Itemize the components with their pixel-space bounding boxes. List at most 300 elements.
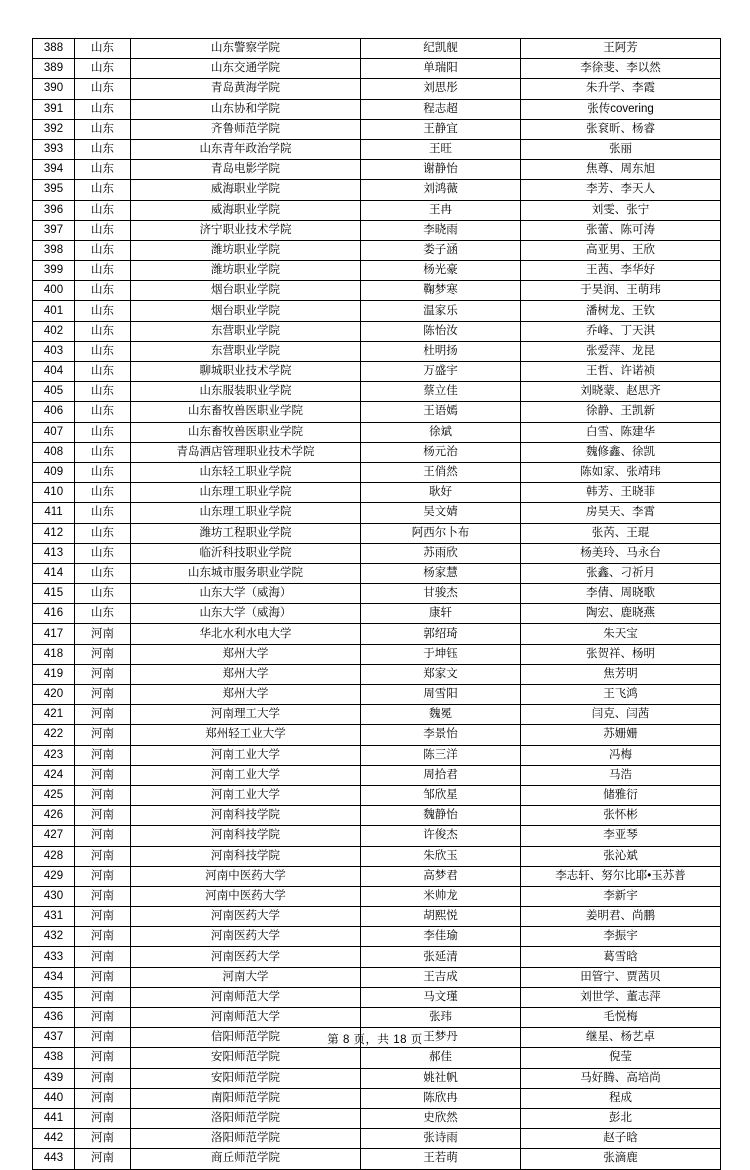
cell-province: 河南 [75, 967, 131, 987]
cell-name: 姚社帆 [361, 1068, 521, 1088]
cell-province: 河南 [75, 826, 131, 846]
cell-name: 甘骏杰 [361, 584, 521, 604]
cell-province: 山东 [75, 59, 131, 79]
cell-school: 安阳师范学院 [131, 1068, 361, 1088]
cell-province: 山东 [75, 79, 131, 99]
cell-index: 404 [33, 362, 75, 382]
cell-name: 王静宜 [361, 119, 521, 139]
cell-index: 416 [33, 604, 75, 624]
table-row [33, 220, 721, 240]
cell-name: 陈怡汝 [361, 321, 521, 341]
cell-members: 马浩 [521, 765, 721, 785]
cell-province: 河南 [75, 806, 131, 826]
cell-name: 康轩 [361, 604, 521, 624]
cell-name: 李晓雨 [361, 220, 521, 240]
cell-province: 河南 [75, 624, 131, 644]
table-row [33, 442, 721, 462]
roster-table-body [33, 39, 721, 1170]
cell-name: 王若萌 [361, 1149, 521, 1169]
table-row [33, 139, 721, 159]
cell-name: 王俏然 [361, 462, 521, 482]
cell-members: 冯梅 [521, 745, 721, 765]
cell-province: 山东 [75, 604, 131, 624]
cell-members: 刘晓蒙、赵思齐 [521, 382, 721, 402]
cell-members: 潘树龙、王钦 [521, 301, 721, 321]
cell-school: 烟台职业学院 [131, 301, 361, 321]
table-row [33, 826, 721, 846]
cell-index: 405 [33, 382, 75, 402]
cell-school: 郑州大学 [131, 685, 361, 705]
cell-province: 山东 [75, 180, 131, 200]
cell-school: 郑州轻工业大学 [131, 725, 361, 745]
table-row [33, 503, 721, 523]
cell-name: 周拾君 [361, 765, 521, 785]
cell-members: 闫克、闫茜 [521, 705, 721, 725]
cell-school: 河南科技学院 [131, 846, 361, 866]
cell-name: 史欣然 [361, 1108, 521, 1128]
cell-index: 438 [33, 1048, 75, 1068]
cell-school: 洛阳师范学院 [131, 1108, 361, 1128]
cell-province: 山东 [75, 362, 131, 382]
cell-members: 田管宁、贾茜贝 [521, 967, 721, 987]
page-footer: 第 8 页，共 18 页 [327, 1034, 423, 1046]
cell-name: 单瑞阳 [361, 59, 521, 79]
cell-school: 聊城职业技术学院 [131, 362, 361, 382]
cell-province: 河南 [75, 1129, 131, 1149]
cell-name: 杨家慧 [361, 563, 521, 583]
cell-members: 杨美玲、马永台 [521, 543, 721, 563]
cell-school: 山东畜牧兽医职业学院 [131, 422, 361, 442]
cell-province: 山东 [75, 523, 131, 543]
cell-province: 山东 [75, 119, 131, 139]
cell-members: 刘雯、张宁 [521, 200, 721, 220]
cell-members: 陈如家、张靖玮 [521, 462, 721, 482]
cell-school: 河南工业大学 [131, 765, 361, 785]
cell-members: 陶宏、鹿晓燕 [521, 604, 721, 624]
cell-members: 韩芳、王晓菲 [521, 483, 721, 503]
cell-province: 山东 [75, 563, 131, 583]
cell-index: 411 [33, 503, 75, 523]
cell-index: 443 [33, 1149, 75, 1169]
cell-members: 王飞鸿 [521, 685, 721, 705]
cell-index: 403 [33, 341, 75, 361]
cell-index: 402 [33, 321, 75, 341]
cell-province: 河南 [75, 1068, 131, 1088]
table-row [33, 240, 721, 260]
cell-members: 姜明君、尚鹏 [521, 907, 721, 927]
cell-province: 河南 [75, 947, 131, 967]
cell-province: 河南 [75, 1149, 131, 1169]
cell-school: 安阳师范学院 [131, 1048, 361, 1068]
cell-province: 山东 [75, 543, 131, 563]
table-row [33, 200, 721, 220]
cell-school: 山东服装职业学院 [131, 382, 361, 402]
cell-name: 陈欣冉 [361, 1088, 521, 1108]
cell-school: 青岛酒店管理职业技术学院 [131, 442, 361, 462]
cell-province: 河南 [75, 765, 131, 785]
cell-school: 烟台职业学院 [131, 281, 361, 301]
cell-members: 毛悦梅 [521, 1008, 721, 1028]
cell-name: 李佳瑜 [361, 927, 521, 947]
cell-school: 洛阳师范学院 [131, 1129, 361, 1149]
table-row [33, 705, 721, 725]
cell-school: 东营职业学院 [131, 341, 361, 361]
cell-members: 张怀彬 [521, 806, 721, 826]
cell-index: 391 [33, 99, 75, 119]
cell-members: 程成 [521, 1088, 721, 1108]
cell-members: 张蕾、陈可涛 [521, 220, 721, 240]
cell-province: 河南 [75, 785, 131, 805]
cell-name: 魏静怡 [361, 806, 521, 826]
cell-name: 张诗雨 [361, 1129, 521, 1149]
cell-province: 山东 [75, 341, 131, 361]
table-row [33, 321, 721, 341]
cell-name: 刘思彤 [361, 79, 521, 99]
table-row [33, 685, 721, 705]
cell-members: 倪莹 [521, 1048, 721, 1068]
cell-school: 山东大学（威海） [131, 584, 361, 604]
cell-school: 潍坊职业学院 [131, 240, 361, 260]
cell-province: 山东 [75, 382, 131, 402]
cell-index: 435 [33, 987, 75, 1007]
table-row [33, 725, 721, 745]
cell-index: 419 [33, 664, 75, 684]
cell-province: 河南 [75, 725, 131, 745]
cell-school: 山东理工职业学院 [131, 483, 361, 503]
cell-members: 刘世学、董志萍 [521, 987, 721, 1007]
cell-members: 李倩、周晓歌 [521, 584, 721, 604]
roster-table [32, 38, 721, 1170]
table-row [33, 1068, 721, 1088]
cell-province: 山东 [75, 584, 131, 604]
table-row [33, 785, 721, 805]
cell-school: 南阳师范学院 [131, 1088, 361, 1108]
table-row [33, 806, 721, 826]
cell-school: 潍坊职业学院 [131, 261, 361, 281]
cell-province: 山东 [75, 442, 131, 462]
table-row [33, 382, 721, 402]
cell-province: 山东 [75, 462, 131, 482]
cell-members: 王茜、李华好 [521, 261, 721, 281]
cell-name: 杜明扬 [361, 341, 521, 361]
cell-school: 郑州大学 [131, 644, 361, 664]
table-row [33, 907, 721, 927]
cell-index: 410 [33, 483, 75, 503]
cell-school: 山东协和学院 [131, 99, 361, 119]
table-row [33, 624, 721, 644]
cell-members: 李新宇 [521, 886, 721, 906]
cell-name: 郑家文 [361, 664, 521, 684]
cell-members: 张贺祥、杨明 [521, 644, 721, 664]
cell-index: 400 [33, 281, 75, 301]
cell-members: 张传covering [521, 99, 721, 119]
cell-members: 高亚男、王欣 [521, 240, 721, 260]
table-row [33, 1108, 721, 1128]
cell-name: 王冉 [361, 200, 521, 220]
cell-school: 威海职业学院 [131, 180, 361, 200]
cell-index: 396 [33, 200, 75, 220]
cell-index: 414 [33, 563, 75, 583]
cell-school: 河南中医药大学 [131, 866, 361, 886]
cell-index: 427 [33, 826, 75, 846]
cell-members: 张鑫、刁祈月 [521, 563, 721, 583]
cell-members: 赵子晗 [521, 1129, 721, 1149]
cell-index: 430 [33, 886, 75, 906]
table-row [33, 1008, 721, 1028]
cell-members: 房昊天、李霄 [521, 503, 721, 523]
cell-name: 刘鸿薇 [361, 180, 521, 200]
table-row [33, 765, 721, 785]
table-row [33, 1129, 721, 1149]
cell-index: 412 [33, 523, 75, 543]
cell-school: 济宁职业技术学院 [131, 220, 361, 240]
cell-members: 朱天宝 [521, 624, 721, 644]
cell-index: 413 [33, 543, 75, 563]
cell-province: 山东 [75, 139, 131, 159]
cell-name: 杨光豪 [361, 261, 521, 281]
cell-school: 河南师范大学 [131, 1008, 361, 1028]
cell-name: 周雪阳 [361, 685, 521, 705]
cell-index: 389 [33, 59, 75, 79]
table-row [33, 39, 721, 59]
cell-index: 418 [33, 644, 75, 664]
cell-name: 马文瑾 [361, 987, 521, 1007]
cell-members: 李振宇 [521, 927, 721, 947]
cell-school: 河南医药大学 [131, 907, 361, 927]
cell-province: 河南 [75, 685, 131, 705]
cell-index: 397 [33, 220, 75, 240]
cell-province: 河南 [75, 927, 131, 947]
cell-members: 李亚琴 [521, 826, 721, 846]
cell-province: 河南 [75, 907, 131, 927]
cell-name: 徐斌 [361, 422, 521, 442]
table-row [33, 59, 721, 79]
table-row [33, 462, 721, 482]
cell-province: 河南 [75, 644, 131, 664]
cell-province: 河南 [75, 1108, 131, 1128]
cell-name: 谢静怡 [361, 160, 521, 180]
cell-members: 王阿芳 [521, 39, 721, 59]
cell-index: 393 [33, 139, 75, 159]
cell-school: 东营职业学院 [131, 321, 361, 341]
cell-school: 山东警察学院 [131, 39, 361, 59]
cell-name: 张延清 [361, 947, 521, 967]
cell-school: 河南工业大学 [131, 785, 361, 805]
cell-school: 齐鲁师范学院 [131, 119, 361, 139]
cell-members: 张沁斌 [521, 846, 721, 866]
table-row [33, 604, 721, 624]
cell-index: 442 [33, 1129, 75, 1149]
cell-members: 彭北 [521, 1108, 721, 1128]
cell-members: 苏姗姗 [521, 725, 721, 745]
cell-index: 415 [33, 584, 75, 604]
cell-school: 河南中医药大学 [131, 886, 361, 906]
cell-index: 441 [33, 1108, 75, 1128]
table-row [33, 362, 721, 382]
table-row [33, 1149, 721, 1169]
table-row [33, 563, 721, 583]
cell-school: 商丘师范学院 [131, 1149, 361, 1169]
table-row [33, 543, 721, 563]
cell-name: 蔡立佳 [361, 382, 521, 402]
cell-index: 439 [33, 1068, 75, 1088]
cell-name: 张玮 [361, 1008, 521, 1028]
cell-index: 428 [33, 846, 75, 866]
cell-index: 432 [33, 927, 75, 947]
table-row [33, 79, 721, 99]
cell-name: 苏雨欣 [361, 543, 521, 563]
cell-province: 山东 [75, 160, 131, 180]
cell-name: 纪凯舰 [361, 39, 521, 59]
cell-province: 山东 [75, 503, 131, 523]
cell-province: 河南 [75, 886, 131, 906]
cell-province: 河南 [75, 1088, 131, 1108]
cell-members: 李芳、李天人 [521, 180, 721, 200]
cell-school: 山东畜牧兽医职业学院 [131, 402, 361, 422]
cell-province: 山东 [75, 200, 131, 220]
table-row [33, 1088, 721, 1108]
cell-school: 河南工业大学 [131, 745, 361, 765]
cell-name: 米帅龙 [361, 886, 521, 906]
cell-members: 李志轩、努尔比耶•玉苏普 [521, 866, 721, 886]
cell-province: 山东 [75, 402, 131, 422]
cell-name: 邹欣星 [361, 785, 521, 805]
cell-school: 山东城市服务职业学院 [131, 563, 361, 583]
table-row [33, 846, 721, 866]
cell-school: 潍坊工程职业学院 [131, 523, 361, 543]
cell-name: 陈三洋 [361, 745, 521, 765]
cell-index: 426 [33, 806, 75, 826]
cell-index: 388 [33, 39, 75, 59]
cell-name: 朱欣玉 [361, 846, 521, 866]
cell-index: 401 [33, 301, 75, 321]
table-row [33, 745, 721, 765]
table-row [33, 664, 721, 684]
cell-school: 山东交通学院 [131, 59, 361, 79]
table-row [33, 886, 721, 906]
cell-school: 山东大学（威海） [131, 604, 361, 624]
cell-name: 程志超 [361, 99, 521, 119]
cell-index: 394 [33, 160, 75, 180]
cell-school: 河南科技学院 [131, 806, 361, 826]
cell-index: 407 [33, 422, 75, 442]
table-row [33, 987, 721, 1007]
cell-province: 山东 [75, 422, 131, 442]
cell-index: 440 [33, 1088, 75, 1108]
cell-name: 王旺 [361, 139, 521, 159]
cell-name: 高梦君 [361, 866, 521, 886]
cell-index: 398 [33, 240, 75, 260]
cell-province: 河南 [75, 866, 131, 886]
cell-index: 436 [33, 1008, 75, 1028]
cell-members: 继星、杨艺卓 [521, 1028, 721, 1048]
cell-province: 山东 [75, 261, 131, 281]
cell-members: 魏修鑫、徐凯 [521, 442, 721, 462]
cell-index: 420 [33, 685, 75, 705]
cell-school: 河南理工大学 [131, 705, 361, 725]
cell-province: 河南 [75, 1048, 131, 1068]
table-row [33, 1048, 721, 1068]
cell-name: 王梦丹 [361, 1028, 521, 1048]
cell-province: 河南 [75, 745, 131, 765]
table-row [33, 967, 721, 987]
cell-index: 392 [33, 119, 75, 139]
cell-index: 390 [33, 79, 75, 99]
cell-name: 温家乐 [361, 301, 521, 321]
table-row [33, 99, 721, 119]
cell-province: 山东 [75, 483, 131, 503]
cell-members: 朱升学、李霞 [521, 79, 721, 99]
cell-school: 河南医药大学 [131, 947, 361, 967]
cell-province: 山东 [75, 220, 131, 240]
cell-school: 郑州大学 [131, 664, 361, 684]
cell-name: 娄子涵 [361, 240, 521, 260]
table-row [33, 947, 721, 967]
cell-province: 河南 [75, 664, 131, 684]
cell-province: 山东 [75, 321, 131, 341]
cell-name: 阿西尔卜布 [361, 523, 521, 543]
table-row [33, 261, 721, 281]
cell-province: 山东 [75, 99, 131, 119]
cell-index: 425 [33, 785, 75, 805]
cell-members: 张滴鹿 [521, 1149, 721, 1169]
cell-school: 华北水利水电大学 [131, 624, 361, 644]
cell-province: 河南 [75, 705, 131, 725]
cell-index: 437 [33, 1028, 75, 1048]
cell-name: 郭绍琦 [361, 624, 521, 644]
cell-name: 李景怡 [361, 725, 521, 745]
table-row [33, 402, 721, 422]
cell-members: 葛雪晗 [521, 947, 721, 967]
cell-members: 徐静、王凯新 [521, 402, 721, 422]
table-row [33, 523, 721, 543]
table-row [33, 301, 721, 321]
cell-index: 434 [33, 967, 75, 987]
cell-name: 王语嫣 [361, 402, 521, 422]
cell-index: 423 [33, 745, 75, 765]
cell-province: 山东 [75, 301, 131, 321]
cell-members: 张袞昕、杨睿 [521, 119, 721, 139]
table-row [33, 119, 721, 139]
cell-index: 417 [33, 624, 75, 644]
cell-school: 青岛电影学院 [131, 160, 361, 180]
cell-province: 山东 [75, 39, 131, 59]
cell-province: 河南 [75, 846, 131, 866]
cell-members: 王哲、许诺祯 [521, 362, 721, 382]
cell-school: 山东轻工职业学院 [131, 462, 361, 482]
table-row [33, 866, 721, 886]
table-row [33, 160, 721, 180]
cell-school: 青岛黄海学院 [131, 79, 361, 99]
cell-members: 焦尊、周东旭 [521, 160, 721, 180]
cell-school: 临沂科技职业学院 [131, 543, 361, 563]
table-row [33, 341, 721, 361]
cell-members: 马好腾、高培尚 [521, 1068, 721, 1088]
cell-index: 408 [33, 442, 75, 462]
cell-members: 储雅衍 [521, 785, 721, 805]
cell-members: 张丽 [521, 139, 721, 159]
cell-name: 胡熙悦 [361, 907, 521, 927]
cell-school: 信阳师范学院 [131, 1028, 361, 1048]
table-row [33, 281, 721, 301]
cell-province: 山东 [75, 240, 131, 260]
cell-index: 421 [33, 705, 75, 725]
table-row [33, 584, 721, 604]
cell-members: 于昊润、王萌玮 [521, 281, 721, 301]
cell-name: 鞠梦寒 [361, 281, 521, 301]
cell-province: 河南 [75, 987, 131, 1007]
cell-index: 429 [33, 866, 75, 886]
